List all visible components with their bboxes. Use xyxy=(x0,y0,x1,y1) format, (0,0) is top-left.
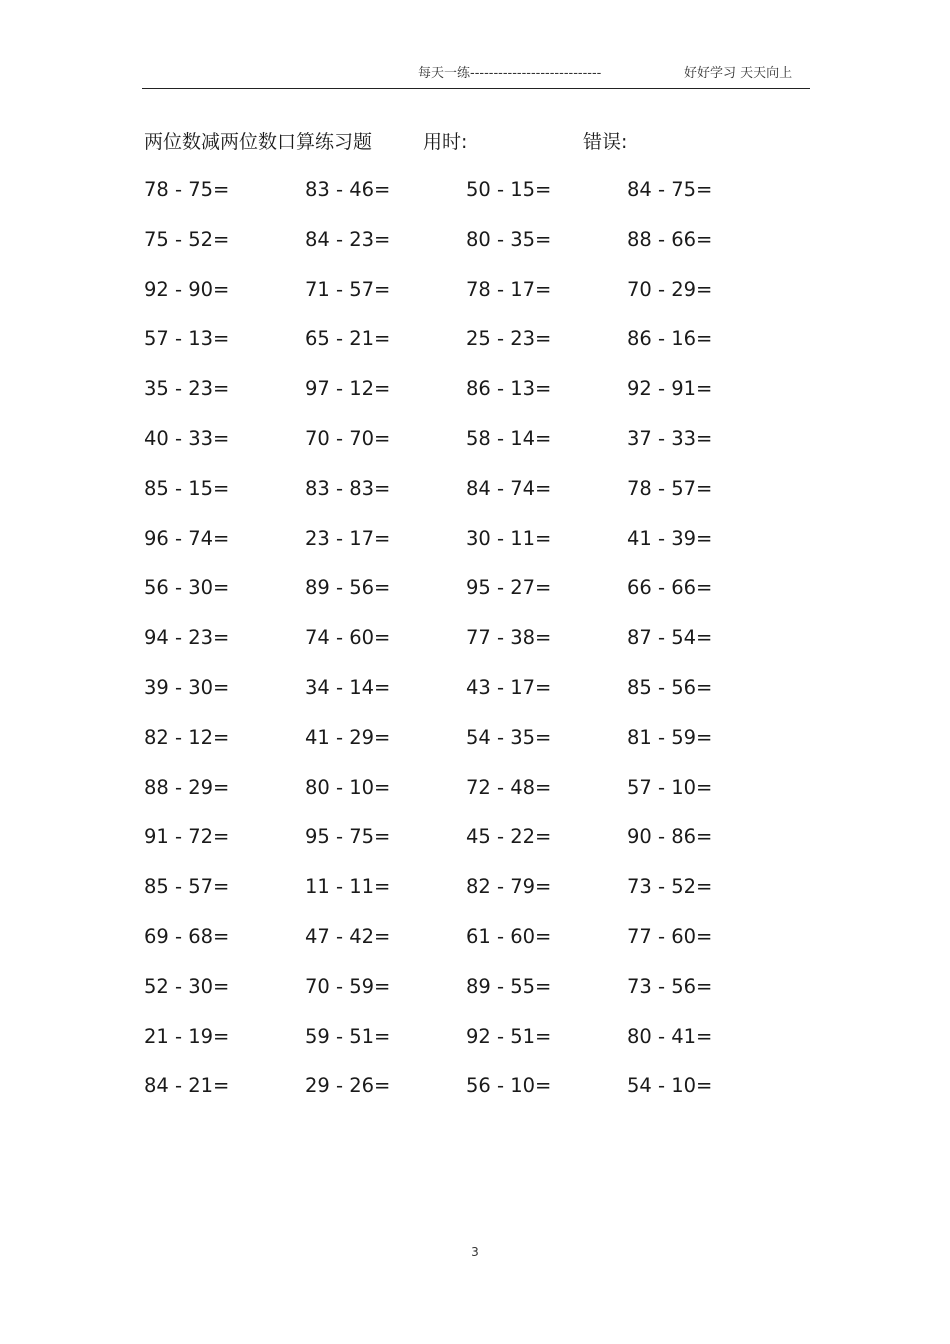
problem-item: 34 - 14= xyxy=(305,675,391,699)
problem-row xyxy=(144,276,824,326)
problem-row xyxy=(144,325,824,375)
problem-item: 75 - 52= xyxy=(144,227,230,251)
problem-item: 71 - 57= xyxy=(305,277,391,301)
problem-item: 41 - 29= xyxy=(305,725,391,749)
problem-item: 82 - 79= xyxy=(466,875,552,899)
problem-item: 37 - 33= xyxy=(627,426,713,450)
problem-item: 86 - 16= xyxy=(627,327,713,351)
problem-item: 70 - 70= xyxy=(305,426,391,450)
error-label: 错误: xyxy=(583,131,628,153)
problem-item: 95 - 27= xyxy=(466,576,552,600)
problem-grid xyxy=(144,176,824,1122)
problem-item: 40 - 33= xyxy=(144,426,230,450)
problem-item: 54 - 10= xyxy=(627,1074,713,1098)
problem-item: 77 - 60= xyxy=(627,924,713,948)
problem-item: 56 - 30= xyxy=(144,576,230,600)
problem-item: 94 - 23= xyxy=(144,626,230,650)
problem-item: 41 - 39= xyxy=(627,526,713,550)
problem-row xyxy=(144,873,824,923)
problem-item: 86 - 13= xyxy=(466,377,552,401)
problem-row xyxy=(144,923,824,973)
problem-item: 45 - 22= xyxy=(466,825,552,849)
problem-item: 92 - 51= xyxy=(466,1024,552,1048)
problem-item: 97 - 12= xyxy=(305,377,391,401)
problem-item: 74 - 60= xyxy=(305,626,391,650)
time-label: 用时: xyxy=(423,131,468,153)
problem-item: 96 - 74= xyxy=(144,526,230,550)
problem-item: 11 - 11= xyxy=(305,875,391,899)
problem-row xyxy=(144,574,824,624)
problem-item: 56 - 10= xyxy=(466,1074,552,1098)
problem-item: 78 - 17= xyxy=(466,277,552,301)
problem-row xyxy=(144,475,824,525)
problem-row xyxy=(144,525,824,575)
problem-item: 92 - 91= xyxy=(627,377,713,401)
problem-item: 84 - 23= xyxy=(305,227,391,251)
header-right-text: 好好学习 天天向上 xyxy=(684,66,793,81)
problem-item: 80 - 41= xyxy=(627,1024,713,1048)
problem-item: 82 - 12= xyxy=(144,725,230,749)
problem-item: 87 - 54= xyxy=(627,626,713,650)
problem-item: 57 - 10= xyxy=(627,775,713,799)
problem-item: 83 - 83= xyxy=(305,476,391,500)
problem-row xyxy=(144,176,824,226)
problem-item: 54 - 35= xyxy=(466,725,552,749)
problem-item: 88 - 66= xyxy=(627,227,713,251)
problem-item: 77 - 38= xyxy=(466,626,552,650)
problem-item: 80 - 35= xyxy=(466,227,552,251)
problem-item: 89 - 56= xyxy=(305,576,391,600)
problem-item: 91 - 72= xyxy=(144,825,230,849)
problem-item: 66 - 66= xyxy=(627,576,713,600)
problem-item: 35 - 23= xyxy=(144,377,230,401)
problem-item: 30 - 11= xyxy=(466,526,552,550)
problem-item: 43 - 17= xyxy=(466,675,552,699)
problem-item: 65 - 21= xyxy=(305,327,391,351)
problem-item: 29 - 26= xyxy=(305,1074,391,1098)
problem-item: 47 - 42= xyxy=(305,924,391,948)
problem-item: 23 - 17= xyxy=(305,526,391,550)
problem-row xyxy=(144,823,824,873)
problem-row xyxy=(144,674,824,724)
page-header xyxy=(0,64,950,84)
problem-item: 85 - 15= xyxy=(144,476,230,500)
problem-item: 72 - 48= xyxy=(466,775,552,799)
problem-item: 85 - 57= xyxy=(144,875,230,899)
problem-row xyxy=(144,724,824,774)
problem-item: 89 - 55= xyxy=(466,974,552,998)
problem-item: 57 - 13= xyxy=(144,327,230,351)
problem-row xyxy=(144,226,824,276)
problem-row xyxy=(144,624,824,674)
problem-item: 50 - 15= xyxy=(466,178,552,201)
problem-item: 90 - 86= xyxy=(627,825,713,849)
problem-row xyxy=(144,774,824,824)
problem-item: 84 - 75= xyxy=(627,178,713,201)
header-left-text: 每天一练---------------------------- xyxy=(418,66,602,81)
problem-item: 59 - 51= xyxy=(305,1024,391,1048)
problem-row xyxy=(144,973,824,1023)
problem-item: 69 - 68= xyxy=(144,924,230,948)
problem-item: 92 - 90= xyxy=(144,277,230,301)
problem-row xyxy=(144,1072,824,1122)
problem-item: 73 - 52= xyxy=(627,875,713,899)
worksheet-title: 两位数减两位数口算练习题 xyxy=(144,131,373,153)
problem-item: 21 - 19= xyxy=(144,1024,230,1048)
problem-row xyxy=(144,375,824,425)
problem-item: 25 - 23= xyxy=(466,327,552,351)
worksheet-title-row xyxy=(144,128,844,156)
problem-item: 73 - 56= xyxy=(627,974,713,998)
problem-item: 95 - 75= xyxy=(305,825,391,849)
problem-item: 78 - 57= xyxy=(627,476,713,500)
problem-item: 80 - 10= xyxy=(305,775,391,799)
problem-row xyxy=(144,1023,824,1073)
problem-item: 85 - 56= xyxy=(627,675,713,699)
problem-item: 81 - 59= xyxy=(627,725,713,749)
header-divider xyxy=(142,88,810,89)
problem-item: 52 - 30= xyxy=(144,974,230,998)
problem-item: 61 - 60= xyxy=(466,924,552,948)
problem-item: 70 - 59= xyxy=(305,974,391,998)
problem-item: 70 - 29= xyxy=(627,277,713,301)
problem-row xyxy=(144,425,824,475)
problem-item: 84 - 74= xyxy=(466,476,552,500)
problem-item: 83 - 46= xyxy=(305,178,391,201)
problem-item: 88 - 29= xyxy=(144,775,230,799)
problem-item: 39 - 30= xyxy=(144,675,230,699)
problem-item: 58 - 14= xyxy=(466,426,552,450)
problem-item: 84 - 21= xyxy=(144,1074,230,1098)
page-number: 3 xyxy=(471,1245,479,1259)
problem-item: 78 - 75= xyxy=(144,178,230,201)
